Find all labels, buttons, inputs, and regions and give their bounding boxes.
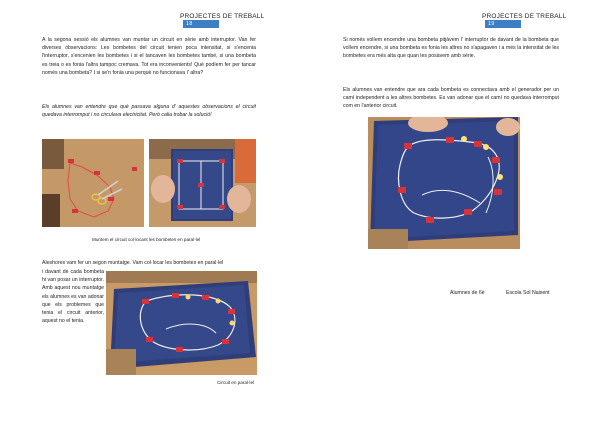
paragraph-second-assembly-top: Aleshores vam fer un segon muntatge. Vam col·locar les bombetes en paral·lel	[42, 260, 224, 266]
header-title: PROJECTES DE TREBALL	[180, 13, 265, 20]
photo-circuit-board	[149, 139, 256, 227]
right-page-header	[482, 13, 600, 28]
photo-parallel-circuit	[106, 271, 257, 375]
paragraph-series-circuit: A la segona sessió els alumnes van muntar un circuit en sèrie amb interruptor. Van fer diverses observacions: Les bombetes del circuit tenien poca intensitat, si s'encenia l'interruptor, s'encenien les bombetes i si el tancaven les bombetes també, si una bombeta es treia o es fonia l'altra tampoc cremava. Tot era inconvenients! Què podíem fer per tancar només una bombeta? I si se'n fonia una perquè no funcionava l' altra?	[42, 37, 256, 76]
page-number: 18	[183, 20, 219, 28]
paragraph-second-assembly-wrap: i davant de cada bombeta hi van posar un interruptor. Amb aquest nou muntatge els alumnes es van adonar que els problemes que tenia el circuit anterior, aquest no el tenia.	[42, 269, 104, 325]
photo-circuit-closeup	[368, 117, 520, 249]
credit-school: Escola Sol Naixent	[506, 290, 550, 296]
photo-caption-circuit: Circuit en paral·lel	[217, 380, 255, 385]
paragraph-understanding: Els alumnes van entendre que què passava alguna d' aquestes observacions el circuit quedava interromput i no circulava electricitat. Però calia trobar la solució!	[42, 104, 256, 119]
left-page-header	[180, 13, 300, 28]
photo-caption-parallel: Muntem el circuit col·locant les bombetes en paral·lel	[92, 237, 201, 242]
credit-students: Alumnes de 6è	[450, 290, 485, 296]
header-title: PROJECTES DE TREBALL	[482, 13, 567, 20]
right-page	[300, 0, 600, 424]
photo-circuit-scissors	[42, 139, 144, 227]
paragraph-independent-paths: Els alumnes van entendre que ara cada bombeta es connectava amb el generador per un camí independent a les altres bombetes. Es van adonar que el camí no quedava interromput com en l'anterior circuit.	[343, 87, 559, 110]
page-number: 19	[485, 20, 521, 28]
paragraph-parallel-results: Si només volíem encendre una bombeta pitjàvem l' interruptor de davant de la bombeta que volíem encendre, si una bombeta es fonia les altres no s'apagaven i a més la intensitat de les bombetes era més alta que quan les posàvem amb sèrie.	[343, 37, 559, 60]
